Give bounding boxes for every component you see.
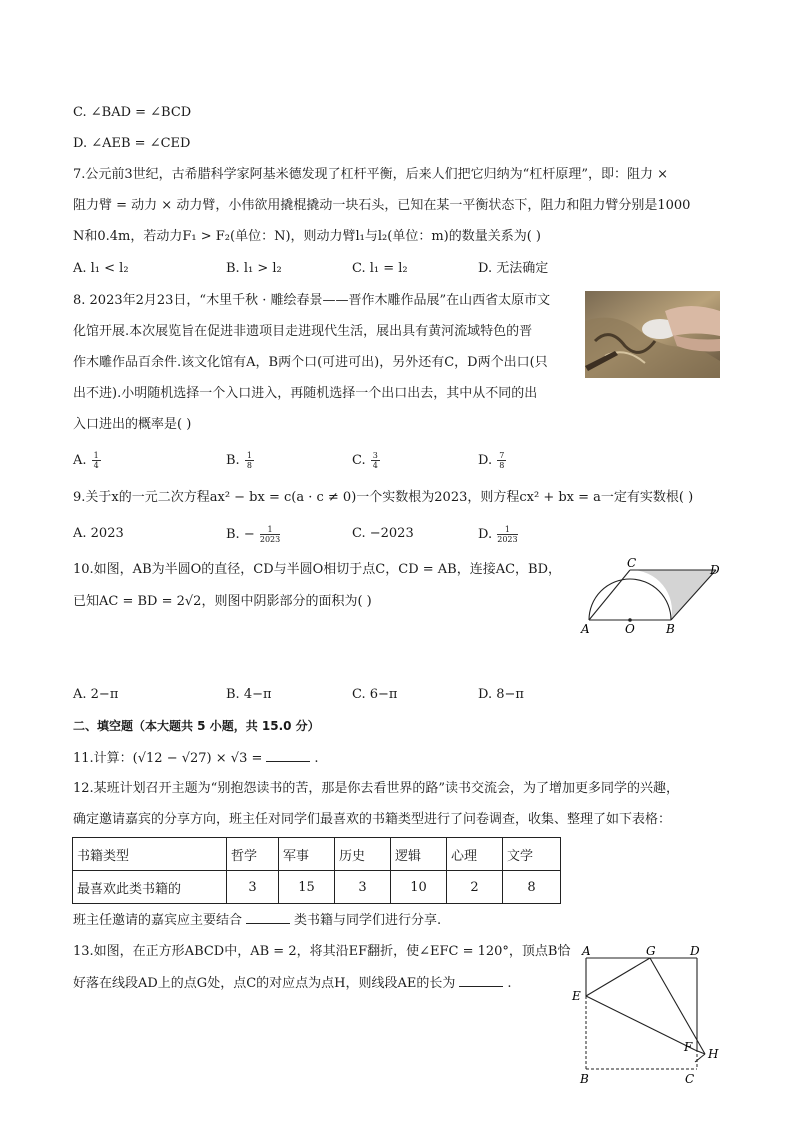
fraction-denominator: 8 bbox=[499, 461, 505, 470]
q8-option-d bbox=[478, 451, 507, 470]
q8-line-1: 8. 2023年2月23日，“木里千秋 · 雕绘春景——晋作木雕作品展”在山西省太原市文 bbox=[73, 293, 551, 308]
q8-line-4: 出不进).小明随机选择一个入口进入，再随机选择一个出口出去，其中从不同的出 bbox=[73, 386, 538, 401]
q6-option-c: C. ∠BAD = ∠BCD bbox=[73, 105, 192, 120]
q7-line-1: 7.公元前3世纪，古希腊科学家阿基米德发现了杠杆平衡，后来人们把它归纳为“杠杆原理”，即：阻力 × bbox=[73, 167, 668, 182]
q8-line-3: 作木雕作品百余件.该文化馆有A，B两个口(可进可出)，另外还有C，D两个出口(只 bbox=[73, 355, 548, 370]
label-g: G bbox=[646, 944, 656, 958]
q7-option-a: A. l₁ < l₂ bbox=[73, 261, 129, 276]
q10-semicircle-figure bbox=[578, 558, 726, 640]
q9-option-b bbox=[226, 525, 281, 544]
shaded-region bbox=[630, 570, 716, 620]
label-h: H bbox=[708, 1047, 719, 1061]
table-cell: 8 bbox=[503, 871, 561, 904]
q9-option-d-label: D. bbox=[478, 527, 493, 542]
table-cell: 15 bbox=[279, 871, 335, 904]
label-a: A bbox=[581, 622, 590, 636]
table-cell: 军事 bbox=[279, 838, 335, 871]
q8-option-d-label: D. bbox=[478, 453, 493, 468]
q11-answer-blank[interactable] bbox=[266, 749, 310, 762]
q10-option-b: B. 4−π bbox=[226, 687, 272, 702]
q11-expression: 11.计算：(√12 − √27) × √3 = bbox=[73, 751, 263, 766]
table-cell: 10 bbox=[391, 871, 447, 904]
label-o: O bbox=[625, 622, 635, 636]
table-cell: 心理 bbox=[447, 838, 503, 871]
fraction-numerator: 1 bbox=[246, 451, 252, 460]
q9-option-c: C. −2023 bbox=[352, 526, 414, 541]
q12-answer-blank[interactable] bbox=[246, 911, 290, 924]
q6-option-d: D. ∠AEB = ∠CED bbox=[73, 136, 191, 151]
table-row bbox=[73, 871, 561, 904]
fraction-denominator: 2023 bbox=[259, 535, 281, 544]
q8-option-b-label: B. bbox=[226, 453, 240, 468]
fraction-numerator: 7 bbox=[499, 451, 505, 460]
table-cell: 哲学 bbox=[227, 838, 279, 871]
table-cell: 最喜欢此类书籍的 bbox=[73, 871, 227, 904]
q9-option-a: A. 2023 bbox=[73, 526, 124, 541]
fold-line-ef bbox=[586, 996, 695, 1050]
table-cell: 2 bbox=[447, 871, 503, 904]
section-heading-fill-in: 二、填空题（本大题共 5 小题，共 15.0 分） bbox=[73, 719, 320, 733]
q8-option-c-label: C. bbox=[352, 453, 366, 468]
q13-question-prefix: 好落在线段AD上的点G处，点C的对应点为点H，则线段AE的长为 bbox=[73, 976, 456, 991]
q10-option-d: D. 8−π bbox=[478, 687, 524, 702]
book-type-table bbox=[72, 837, 561, 904]
label-c: C bbox=[685, 1072, 695, 1086]
q9-option-d bbox=[478, 525, 519, 544]
q8-line-5: 入口进出的概率是( ) bbox=[73, 417, 192, 432]
table-cell: 书籍类型 bbox=[73, 838, 227, 871]
q12-line-1: 12.某班计划召开主题为“别抱怨读书的苦，那是你去看世界的路”读书交流会，为了增加更多同学的兴趣， bbox=[73, 781, 679, 796]
q9-option-d-fraction bbox=[497, 525, 517, 544]
q8-option-c-fraction bbox=[371, 451, 380, 470]
q13-answer-blank[interactable] bbox=[459, 974, 503, 987]
q10-line-2: 已知AC = BD = 2√2，则图中阴影部分的面积为( ) bbox=[73, 594, 372, 609]
q7-option-d: D. 无法确定 bbox=[478, 261, 549, 276]
q8-option-a-fraction bbox=[92, 451, 101, 470]
q8-option-b bbox=[226, 451, 255, 470]
q10-line-1: 10.如图，AB为半圆O的直径，CD与半圆O相切于点C，CD = AB，连接AC，BD， bbox=[73, 562, 562, 577]
q13-line-1: 13.如图，在正方形ABCD中，AB = 2，将其沿EF翻折，使∠EFC = 120°，顶点B恰 bbox=[73, 944, 571, 959]
fraction-numerator: 1 bbox=[93, 451, 99, 460]
semicircle-arc bbox=[589, 579, 671, 620]
fraction-numerator: 3 bbox=[372, 451, 378, 460]
label-f: F bbox=[684, 1040, 693, 1054]
label-e: E bbox=[572, 989, 581, 1003]
table-cell: 3 bbox=[227, 871, 279, 904]
fraction-denominator: 4 bbox=[93, 461, 99, 470]
table-row bbox=[73, 838, 561, 871]
q8-option-d-fraction bbox=[497, 451, 506, 470]
q13-period: . bbox=[507, 976, 512, 991]
q10-option-c: C. 6−π bbox=[352, 687, 398, 702]
fraction-numerator: 1 bbox=[497, 525, 517, 535]
table-cell: 逻辑 bbox=[391, 838, 447, 871]
q13-square-fold-figure bbox=[570, 944, 730, 1094]
q9-option-b-fraction bbox=[260, 525, 280, 544]
woodcarving-photo bbox=[585, 291, 720, 378]
q8-option-a-label: A. bbox=[73, 453, 87, 468]
label-d: D bbox=[710, 563, 720, 577]
q7-option-b: B. l₁ > l₂ bbox=[226, 261, 282, 276]
q12-conclusion bbox=[73, 911, 441, 930]
q8-line-2: 化馆开展.本次展览旨在促进非遗项目走进现代生活，展出具有黄河流域特色的晋 bbox=[73, 324, 533, 339]
label-d: D bbox=[690, 944, 700, 958]
q7-option-c: C. l₁ = l₂ bbox=[352, 261, 408, 276]
label-a: A bbox=[582, 944, 591, 958]
table-cell: 文学 bbox=[503, 838, 561, 871]
label-b: B bbox=[580, 1072, 589, 1086]
fraction-denominator: 4 bbox=[372, 461, 378, 470]
segment-ac bbox=[589, 570, 630, 620]
q9-option-b-label: B. − bbox=[226, 527, 255, 542]
q8-option-b-fraction bbox=[245, 451, 254, 470]
fraction-denominator: 2023 bbox=[497, 535, 518, 544]
label-c: C bbox=[627, 558, 637, 570]
q8-option-a bbox=[73, 451, 102, 470]
q12-conclusion-suffix: 类书籍与同学们进行分享. bbox=[294, 913, 442, 928]
q13-line-2 bbox=[73, 974, 512, 993]
table-cell: 3 bbox=[335, 871, 391, 904]
q12-line-2: 确定邀请嘉宾的分享方向，班主任对同学们最喜欢的书籍类型进行了问卷调查，收集、整理了如下表格： bbox=[73, 812, 672, 827]
q8-option-c bbox=[352, 451, 381, 470]
q9-line-1: 9.关于x的一元二次方程ax² − bx = c(a · c ≠ 0)一个实数根为2023，则方程cx² + bx = a一定有实数根( ) bbox=[73, 490, 694, 505]
q7-line-3: N和0.4m，若动力F₁ > F₂(单位：N)，则动力臂l₁与l₂(单位：m)的数量关系为( ) bbox=[73, 229, 542, 244]
segment-eg bbox=[586, 958, 650, 996]
q10-option-a: A. 2−π bbox=[73, 687, 119, 702]
q12-conclusion-prefix: 班主任邀请的嘉宾应主要结合 bbox=[73, 913, 243, 928]
fraction-denominator: 8 bbox=[246, 461, 252, 470]
label-b: B bbox=[666, 622, 675, 636]
fraction-numerator: 1 bbox=[260, 525, 280, 535]
q11-line bbox=[73, 749, 319, 768]
q7-line-2: 阻力臂 = 动力 × 动力臂，小伟欲用撬棍撬动一块石头，已知在某一平衡状态下，阻力和阻力臂分别是1000 bbox=[73, 198, 691, 213]
q11-period: . bbox=[314, 751, 319, 766]
table-cell: 历史 bbox=[335, 838, 391, 871]
